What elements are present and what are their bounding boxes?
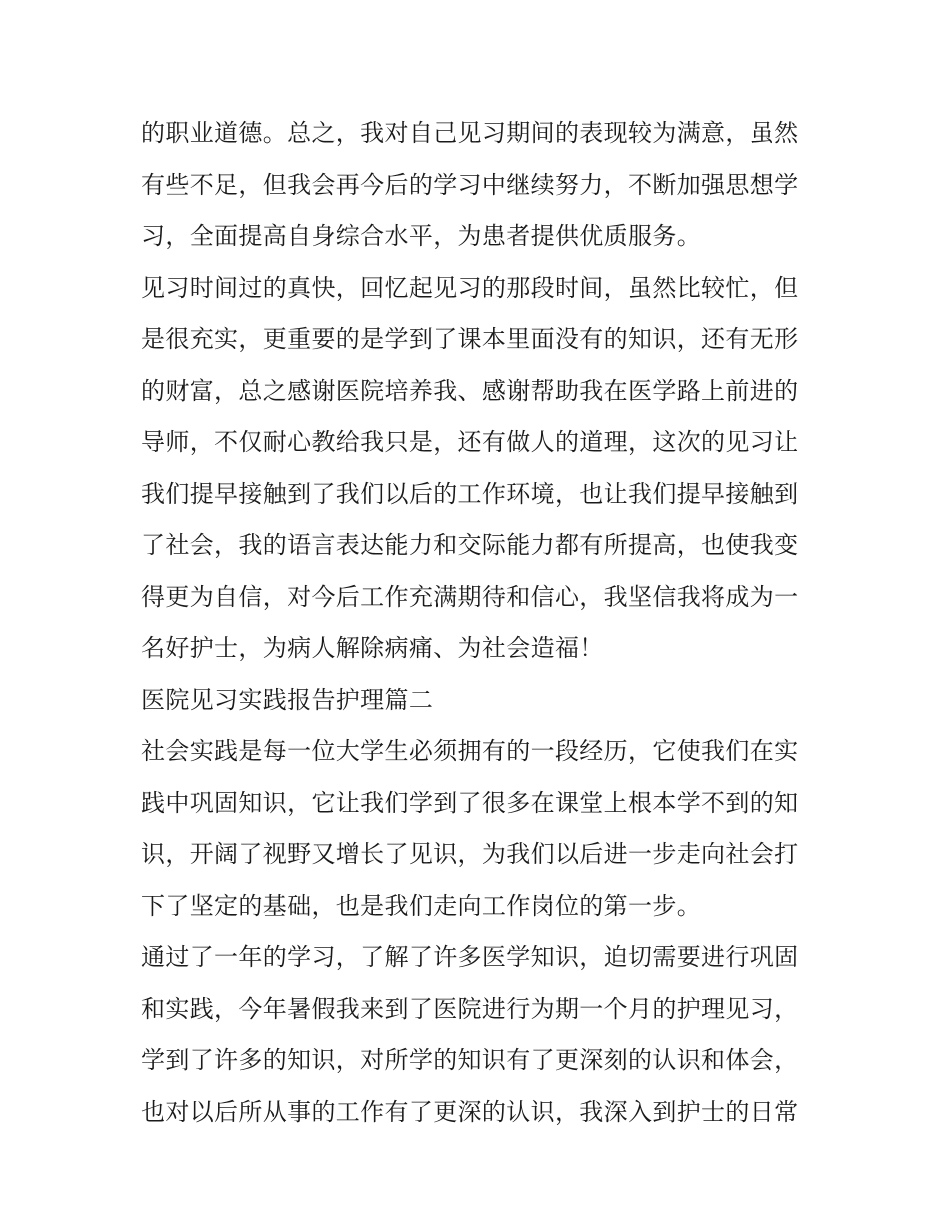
text-line: 名好护士，为病人解除病痛、为社会造福！ [141, 634, 604, 662]
text-line: 下了坚定的基础，也是我们走向工作岗位的第一步。 [141, 891, 702, 920]
text-line: 了社会，我的语言表达能力和交际能力都有所提高，也使我变 [141, 531, 799, 559]
paragraph-social-practice [141, 726, 813, 932]
text-line: 我们提早接触到了我们以后的工作环境，也让我们提早接触到 [141, 479, 799, 508]
text-line: 的财富，总之感谢医院培养我、感谢帮助我在医学路上前进的 [141, 376, 799, 405]
text-line: 社会实践是每一位大学生必须拥有的一段经历，它使我们在实 [141, 737, 799, 765]
text-line: 习，全面提高自身综合水平，为患者提供优质服务。 [141, 222, 702, 250]
text-line: 见习时间过的真快，回忆起见习的那段时间，虽然比较忙，但 [141, 273, 799, 302]
text-line: 和实践，今年暑假我来到了医院进行为期一个月的护理见习， [141, 994, 799, 1023]
section-heading: 医院见习实践报告护理篇二 [141, 685, 434, 714]
text-line: 识，开阔了视野又增长了见识，为我们以后进一步走向社会打 [141, 840, 799, 868]
paragraph-conclusion [141, 108, 813, 263]
text-line: 学到了许多的知识，对所学的知识有了更深刻的认识和体会， [141, 1046, 799, 1074]
document-body [141, 108, 813, 1138]
text-line: 是很充实，更重要的是学到了课本里面没有的知识，还有无形 [141, 325, 799, 353]
text-line: 通过了一年的学习，了解了许多医学知识，迫切需要进行巩固 [141, 943, 799, 971]
paragraph-reflection [141, 263, 813, 675]
text-line: 的职业道德。总之，我对自己见习期间的表现较为满意，虽然 [141, 119, 799, 147]
text-line: 也对以后所从事的工作有了更深的认识，我深入到护士的日常 [141, 1097, 799, 1126]
text-line: 得更为自信，对今后工作充满期待和信心，我坚信我将成为一 [141, 582, 799, 611]
text-line: 导师，不仅耐心教给我只是，还有做人的道理，这次的见习让 [141, 428, 799, 456]
text-line: 有些不足，但我会再今后的学习中继续努力，不断加强思想学 [141, 170, 799, 199]
text-line: 践中巩固知识，它让我们学到了很多在课堂上根本学不到的知 [141, 788, 799, 817]
paragraph-summer-internship [141, 932, 813, 1138]
